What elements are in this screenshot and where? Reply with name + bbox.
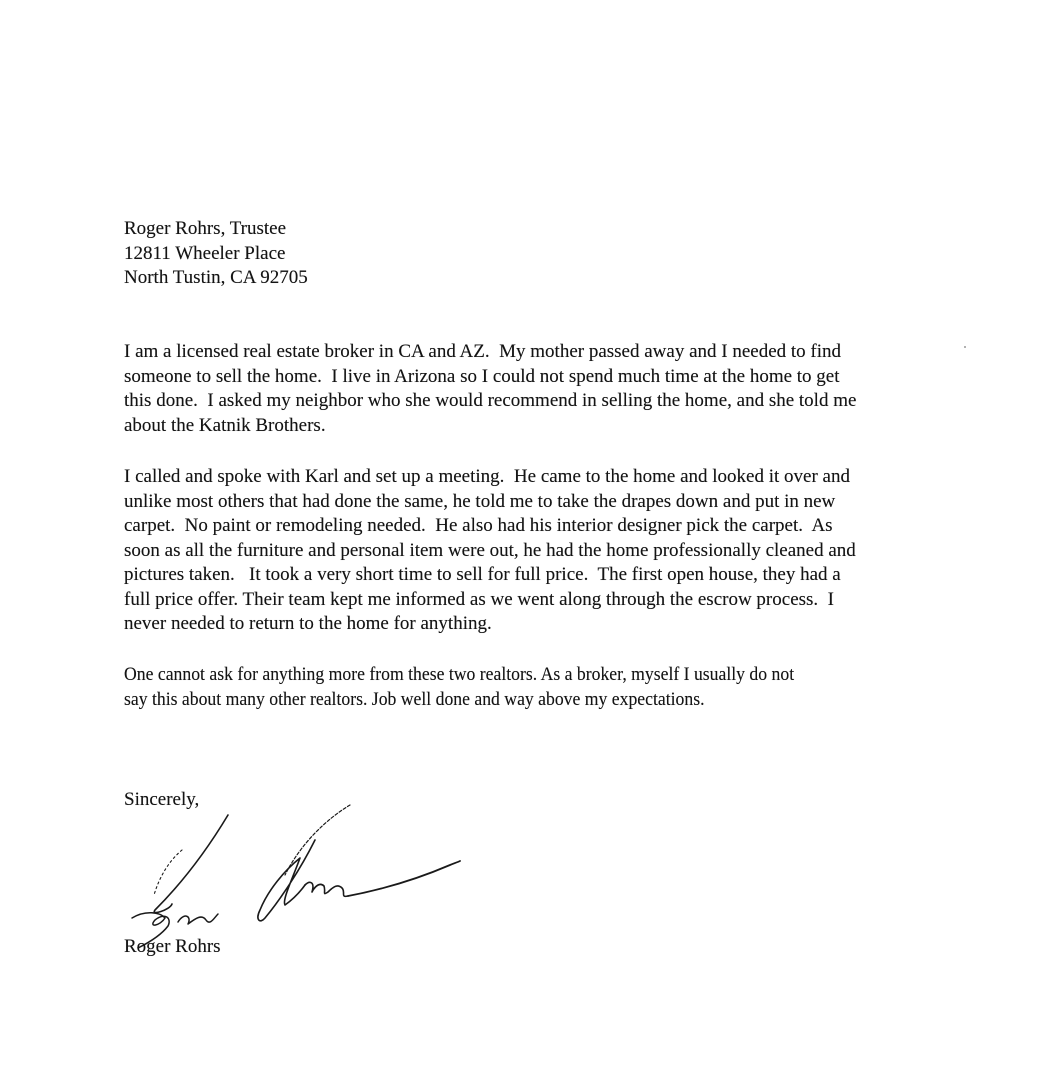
paragraph-1 [124,340,856,438]
sender-city-state-zip: North Tustin, CA 92705 [124,267,308,288]
scan-speck [964,346,966,348]
sender-address [124,217,308,291]
paragraph-line: never needed to return to the home for anything. [124,613,492,634]
paragraph-line: about the Katnik Brothers. [124,414,326,436]
printed-name: Roger Rohrs [124,936,221,957]
closing-salutation: Sincerely, [124,789,200,810]
paragraph-line: unlike most others that had done the same, he told me to take the drapes down and put in new [124,490,836,512]
paragraph-line: say this about many other realtors. Job well done and way above my expectations. [124,688,705,710]
paragraph-3 [124,663,845,712]
paragraph-line: carpet. No paint or remodeling needed. He also had his interior designer pick the carpet. As [124,515,833,536]
paragraph-line: this done. I asked my neighbor who she would recommend in selling the home, and she told me [124,390,857,411]
sender-name: Roger Rohrs, Trustee [124,218,287,239]
paragraph-line: full price offer. Their team kept me informed as we went along through the escrow process. I [124,588,834,610]
signature-stroke [305,882,348,896]
paragraph-line: someone to sell the home. I live in Arizona so I could not spend much time at the home to get [124,365,840,387]
paragraph-line: I called and spoke with Karl and set up a meeting. He came to the home and looked it over and [124,466,850,487]
signature-stroke [154,850,182,895]
paragraph-line: I am a licensed real estate broker in CA and AZ. My mother passed away and I needed to find [124,341,842,362]
paragraph-line: One cannot ask for anything more from these two realtors. As a broker, myself I usually do not [124,664,795,685]
signature-stroke [178,914,218,924]
signature-stroke [348,861,460,896]
sender-street: 12811 Wheeler Place [124,242,286,264]
paragraph-line: pictures taken. It took a very short time to sell for full price. The first open house, they had a [124,564,841,585]
signature-stroke [154,815,228,912]
paragraph-line: soon as all the furniture and personal item were out, he had the home professionally cleaned and [124,539,856,561]
signature-image [110,800,470,950]
paragraph-2 [124,465,856,637]
signature-stroke [285,805,350,875]
signature-stroke [258,840,315,921]
